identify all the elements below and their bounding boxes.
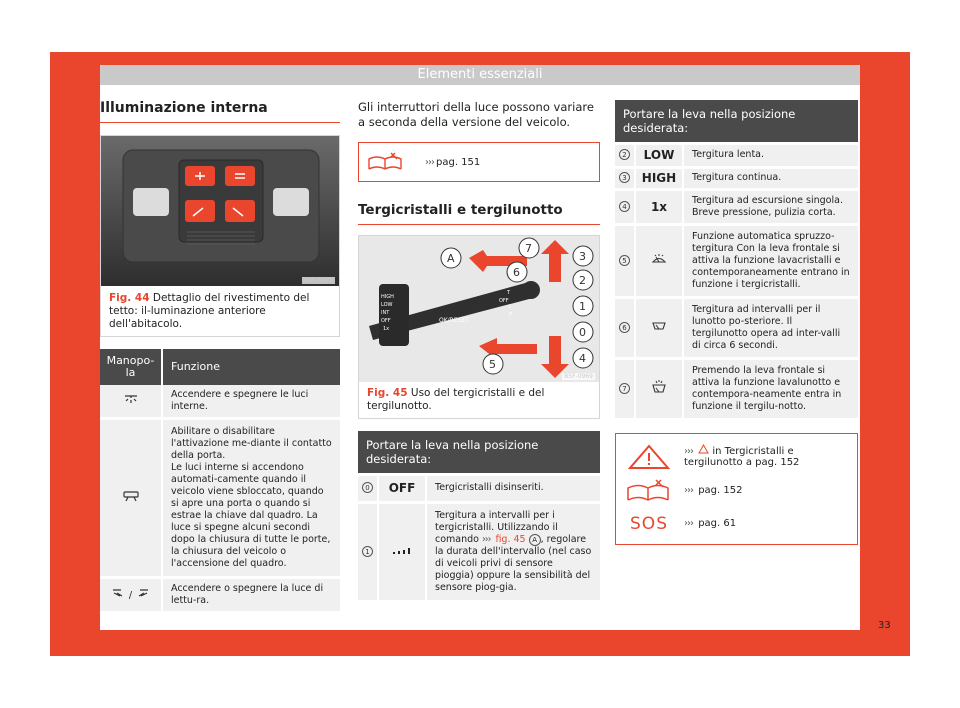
- warning-icon: [624, 444, 674, 470]
- position-description: Funzione automatica spruzzo-tergitura Con la leva frontale si attiva la funzione lavacristalli e contemporaneamente entrano in funzione i tergicristalli.: [683, 224, 858, 297]
- figure-label: Fig. 45: [367, 387, 408, 399]
- stalk-label: OFF: [381, 318, 391, 324]
- table-row: [358, 502, 600, 601]
- stalk-label: 1x: [383, 326, 390, 332]
- position-symbol-cell: [378, 502, 426, 601]
- figure-caption-text: Dettaglio del rivestimento del tetto: il-luminazione anteriore dell'abitacolo.: [109, 292, 310, 330]
- callout-2: 2: [579, 274, 586, 287]
- figure-caption-text: Uso del tergicristalli e del tergilunotto.: [367, 387, 545, 412]
- position-number: 7: [619, 383, 630, 394]
- callout-1: 1: [579, 300, 586, 313]
- wiper-positions-table: [358, 476, 600, 603]
- position-number-cell: [615, 297, 635, 358]
- stalk-label: HIGH: [381, 294, 394, 300]
- reference-box: [615, 433, 858, 545]
- rear-label: T: [507, 290, 511, 296]
- warning-icon: [698, 444, 709, 454]
- roof-console-photo: [101, 136, 339, 286]
- position-number: 0: [362, 482, 373, 493]
- reading-light-icon: [135, 588, 149, 598]
- section-title-interior-lighting: Illuminazione interna: [100, 100, 340, 123]
- wiper-stalk-illustration: [359, 236, 599, 382]
- callout-6: 6: [513, 266, 520, 279]
- position-number-cell: [615, 358, 635, 419]
- table-row: [615, 224, 858, 297]
- reference-box: [358, 142, 600, 182]
- interval-bars-icon: [392, 545, 412, 555]
- reference-line: [624, 478, 849, 504]
- book-reference-icon: [624, 478, 674, 504]
- ref-link[interactable]: in Tergicristalli e tergilunotto a pag. 152: [684, 445, 800, 468]
- position-number: 4: [619, 201, 630, 212]
- position-number-cell: [615, 167, 635, 189]
- book-reference-icon: [367, 151, 405, 173]
- position-number-cell: [615, 189, 635, 224]
- left-column: [100, 100, 340, 614]
- table-row: [100, 578, 340, 613]
- right-column: [615, 100, 858, 545]
- table-header: Portare la leva nella posizione desiderata:: [615, 100, 858, 142]
- col-header-knob: Manopo-la: [100, 349, 162, 385]
- callout-0: 0: [579, 326, 586, 339]
- position-description: Tergitura ad intervalli per il lunotto po-steriore. Il tergilunotto opera ad inter-valli di circa 6 secondi.: [683, 297, 858, 358]
- middle-column: [358, 100, 600, 603]
- reading-light-icon: [112, 588, 126, 598]
- function-cell: Abilitare o disabilitare l'attivazione me-diante il contatto della porta. Le luci interne si accendono automati-camente quando il veicolo viene sbloccato, quando si apre una porta o quando si estrae la chiave dal quadro. La luce si spegne alcuni secondi dopo la chiusura di tutte le porte, la chiusura del veicolo o l'accensione del quadro.: [162, 419, 340, 578]
- callout-4: 4: [579, 352, 586, 365]
- position-symbol: HIGH: [635, 167, 683, 189]
- rear-washer-icon: [651, 380, 667, 394]
- figure-label: Fig. 44: [109, 292, 150, 304]
- rear-label: P: [509, 312, 513, 318]
- roof-console-illustration: [101, 136, 339, 286]
- position-number-cell: [358, 502, 378, 601]
- callout-5: 5: [489, 358, 496, 371]
- rear-label: OFF: [499, 298, 509, 304]
- position-symbol: 1x: [635, 189, 683, 224]
- intro-text: Gli interruttori della luce possono variare a seconda della versione del veicolo.: [358, 100, 594, 129]
- callout-ref: A: [529, 534, 541, 546]
- position-number-cell: [358, 476, 378, 502]
- table-row: [100, 385, 340, 419]
- callout-3: 3: [579, 250, 586, 263]
- interior-light-icon: [123, 394, 139, 404]
- position-symbol-cell: [635, 297, 683, 358]
- callout-7: 7: [525, 242, 532, 255]
- ref-arrows: ›››: [684, 518, 693, 529]
- position-symbol-cell: [635, 224, 683, 297]
- table-row: [615, 189, 858, 224]
- ref-arrows: ›››: [684, 485, 693, 496]
- table-row: [615, 145, 858, 167]
- position-symbol: LOW: [635, 145, 683, 167]
- function-cell: Accendere o spegnere la luce di lettu-ra.: [162, 578, 340, 613]
- position-description: Tergitura lenta.: [683, 145, 858, 167]
- figure-caption: [101, 286, 339, 336]
- position-number: 3: [619, 172, 630, 183]
- ref-text: [684, 444, 849, 468]
- table-row: [100, 419, 340, 578]
- knob-cell: [100, 385, 162, 419]
- col-header-function: Funzione: [162, 349, 340, 385]
- table-row: [615, 297, 858, 358]
- wiper-positions-table-continued: [615, 145, 858, 421]
- figure-45: [358, 235, 600, 419]
- icon-separator: /: [128, 590, 133, 601]
- reference-line: [367, 151, 591, 173]
- door-contact-light-icon: [122, 490, 140, 502]
- wiper-stalk-drawing: [359, 236, 599, 382]
- position-description: Tergitura ad escursione singola. Breve pressione, pulizia corta.: [683, 189, 858, 224]
- position-number: 5: [619, 255, 630, 266]
- position-number-cell: [615, 224, 635, 297]
- description-text: , regolare la durata dell'intervallo (nel caso di veicoli privi di sensore pioggia) oppure la sensibilità del sensore piog-gia.: [435, 533, 592, 593]
- position-description: Tergicristalli disinseriti.: [426, 476, 600, 502]
- position-number: 1: [362, 546, 373, 557]
- ref-arrows: ›››: [684, 445, 693, 457]
- ref-text: [684, 518, 736, 529]
- ref-link[interactable]: pag. 152: [698, 485, 743, 496]
- chapter-title: Elementi essenziali: [417, 67, 543, 82]
- rear-label: I: [509, 304, 511, 310]
- position-number: 6: [619, 322, 630, 333]
- wiper-table-left: [358, 431, 600, 603]
- ref-arrows: ›››: [425, 156, 434, 168]
- reference-line: [624, 514, 849, 534]
- reference-line: [624, 444, 849, 470]
- table-header: Portare la leva nella posizione desiderata:: [358, 431, 600, 473]
- link-arrows: ›››: [482, 533, 491, 545]
- callout-A: A: [447, 252, 455, 265]
- ref-text: [684, 485, 742, 496]
- chapter-header: [100, 65, 860, 85]
- rear-wiper-icon: [651, 320, 667, 332]
- position-symbol-cell: [635, 358, 683, 419]
- position-description: Premendo la leva frontale si attiva la funzione lavalunotto e contempora-neamente entra in funzione il tergilu-notto.: [683, 358, 858, 419]
- figure-44: [100, 135, 340, 337]
- figure-link[interactable]: fig. 45: [495, 533, 526, 545]
- stalk-label: INT: [381, 310, 390, 316]
- position-number: 2: [619, 149, 630, 160]
- page-number: 33: [878, 620, 891, 631]
- figure-caption: [359, 382, 599, 418]
- table-row: [358, 476, 600, 502]
- knob-cell: [100, 419, 162, 578]
- position-number-cell: [615, 145, 635, 167]
- stalk-label: LOW: [381, 302, 393, 308]
- position-description: Tergitura continua.: [683, 167, 858, 189]
- figure-code: B6F-0079: [304, 277, 333, 284]
- table-row: [615, 167, 858, 189]
- figure-code: B5F-0969: [564, 373, 593, 380]
- ref-link[interactable]: pag. 61: [698, 518, 737, 529]
- table-row: [615, 358, 858, 419]
- ref-link[interactable]: pag. 151: [436, 156, 481, 168]
- sos-icon: SOS: [630, 513, 668, 534]
- position-description: [426, 502, 600, 601]
- position-symbol: OFF: [378, 476, 426, 502]
- stalk-button-label: OK/RESET: [439, 317, 469, 324]
- function-cell: Accendere e spegnere le luci interne.: [162, 385, 340, 419]
- section-title-wipers: Tergicristalli e tergilunotto: [358, 202, 600, 225]
- interior-light-table: [100, 349, 340, 614]
- description-text: Tergitura a intervalli per i tergicristalli. Utilizzando il comando: [435, 509, 558, 545]
- windshield-washer-icon: [651, 253, 667, 265]
- knob-cell: [100, 578, 162, 613]
